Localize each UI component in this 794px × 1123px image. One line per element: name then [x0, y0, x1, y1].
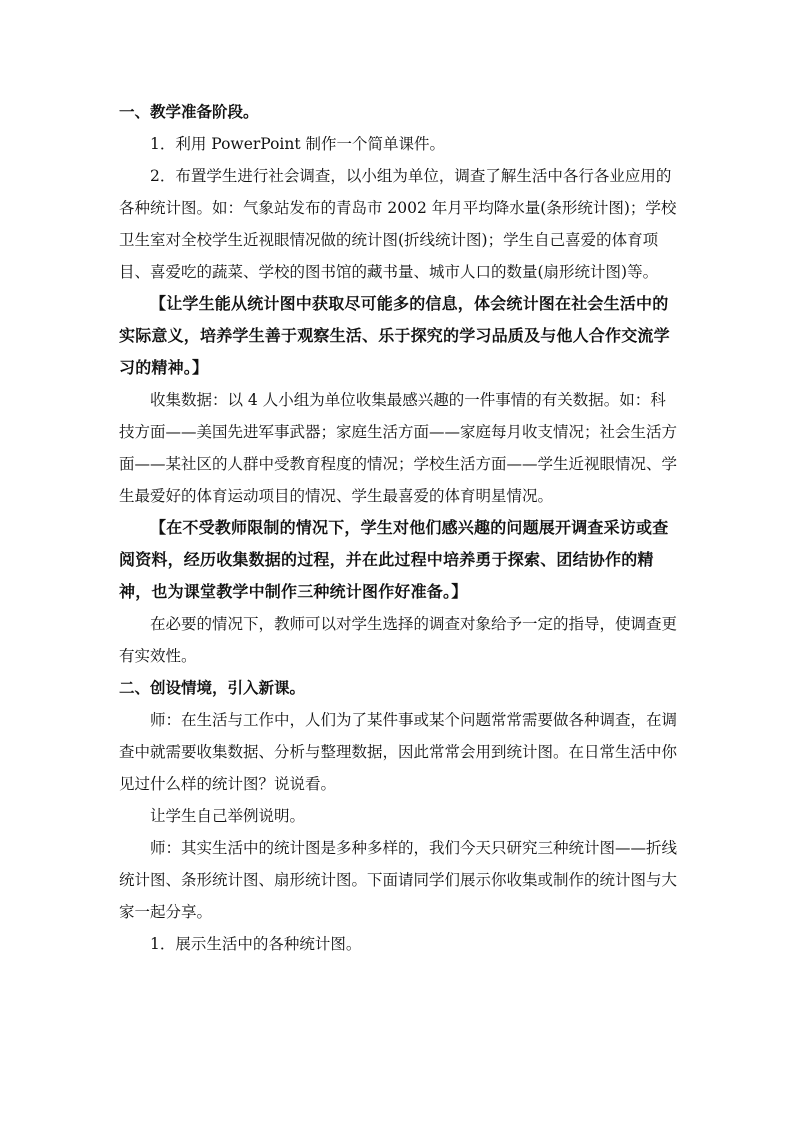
- list-item-powerpoint: 1．利用 PowerPoint 制作一个简单课件。: [150, 135, 446, 153]
- teaching-note-1: 【让学生能从统计图中获取尽可能多的信息，体会统计图在社会生活中的实际意义，培养学生善于观察生活、乐于探究的学习品质及与他人合作交流学习的精神。】: [119, 294, 670, 377]
- section-heading-preparation: 一、教学准备阶段。: [119, 102, 259, 121]
- paragraph-teacher-1: 师：在生活与工作中，人们为了某件事或某个问题常常需要做各种调查，在调查中就需要收集数据、分析与整理数据，因此常常会用到统计图。在日常生活中你见过什么样的统计图？说说看。: [119, 711, 678, 793]
- document-body: [119, 96, 679, 960]
- paragraph-teacher-2: 师：其实生活中的统计图是多种多样的，我们今天只研究三种统计图——折线统计图、条形统计图、扇形统计图。下面请同学们展示你收集或制作的统计图与大家一起分享。: [119, 839, 678, 921]
- paragraph-collect-data: 收集数据：以 4 人小组为单位收集最感兴趣的一件事情的有关数据。如：科技方面——美国先进军事武器；家庭生活方面——家庭每月收支情况；社会生活方面——某社区的人群中受教育程度的情况；学校生活方面——学生近视眼情况、学生最爱好的体育运动项目的情况、学生最喜爱的体育明星情况。: [119, 391, 678, 505]
- list-item-survey: 2．布置学生进行社会调查，以小组为单位，调查了解生活中各行各业应用的各种统计图。如：气象站发布的青岛市 2002 年月平均降水量(条形统计图)；学校卫生室对全校学生近视眼情况做的统计图(折线统计图)；学生自己喜爱的体育项目、喜爱吃的蔬菜、学校的图书馆的藏书量、城市人口的数量(扇形统计图)等。: [119, 167, 677, 281]
- paragraph-student-example: 让学生自己举例说明。: [150, 807, 306, 825]
- teaching-note-2: 【在不受教师限制的情况下，学生对他们感兴趣的问题展开调查采访或查阅资料，经历收集数据的过程，并在此过程中培养勇于探索、团结协作的精神，也为课堂教学中制作三种统计图作好准备。】: [119, 518, 669, 601]
- list-item-show-charts: 1．展示生活中的各种统计图。: [150, 935, 362, 953]
- section-heading-introduction: 二、创设情境，引入新课。: [119, 678, 306, 697]
- paragraph-guidance: 在必要的情况下，教师可以对学生选择的调查对象给予一定的指导，使调查更有实效性。: [119, 615, 678, 665]
